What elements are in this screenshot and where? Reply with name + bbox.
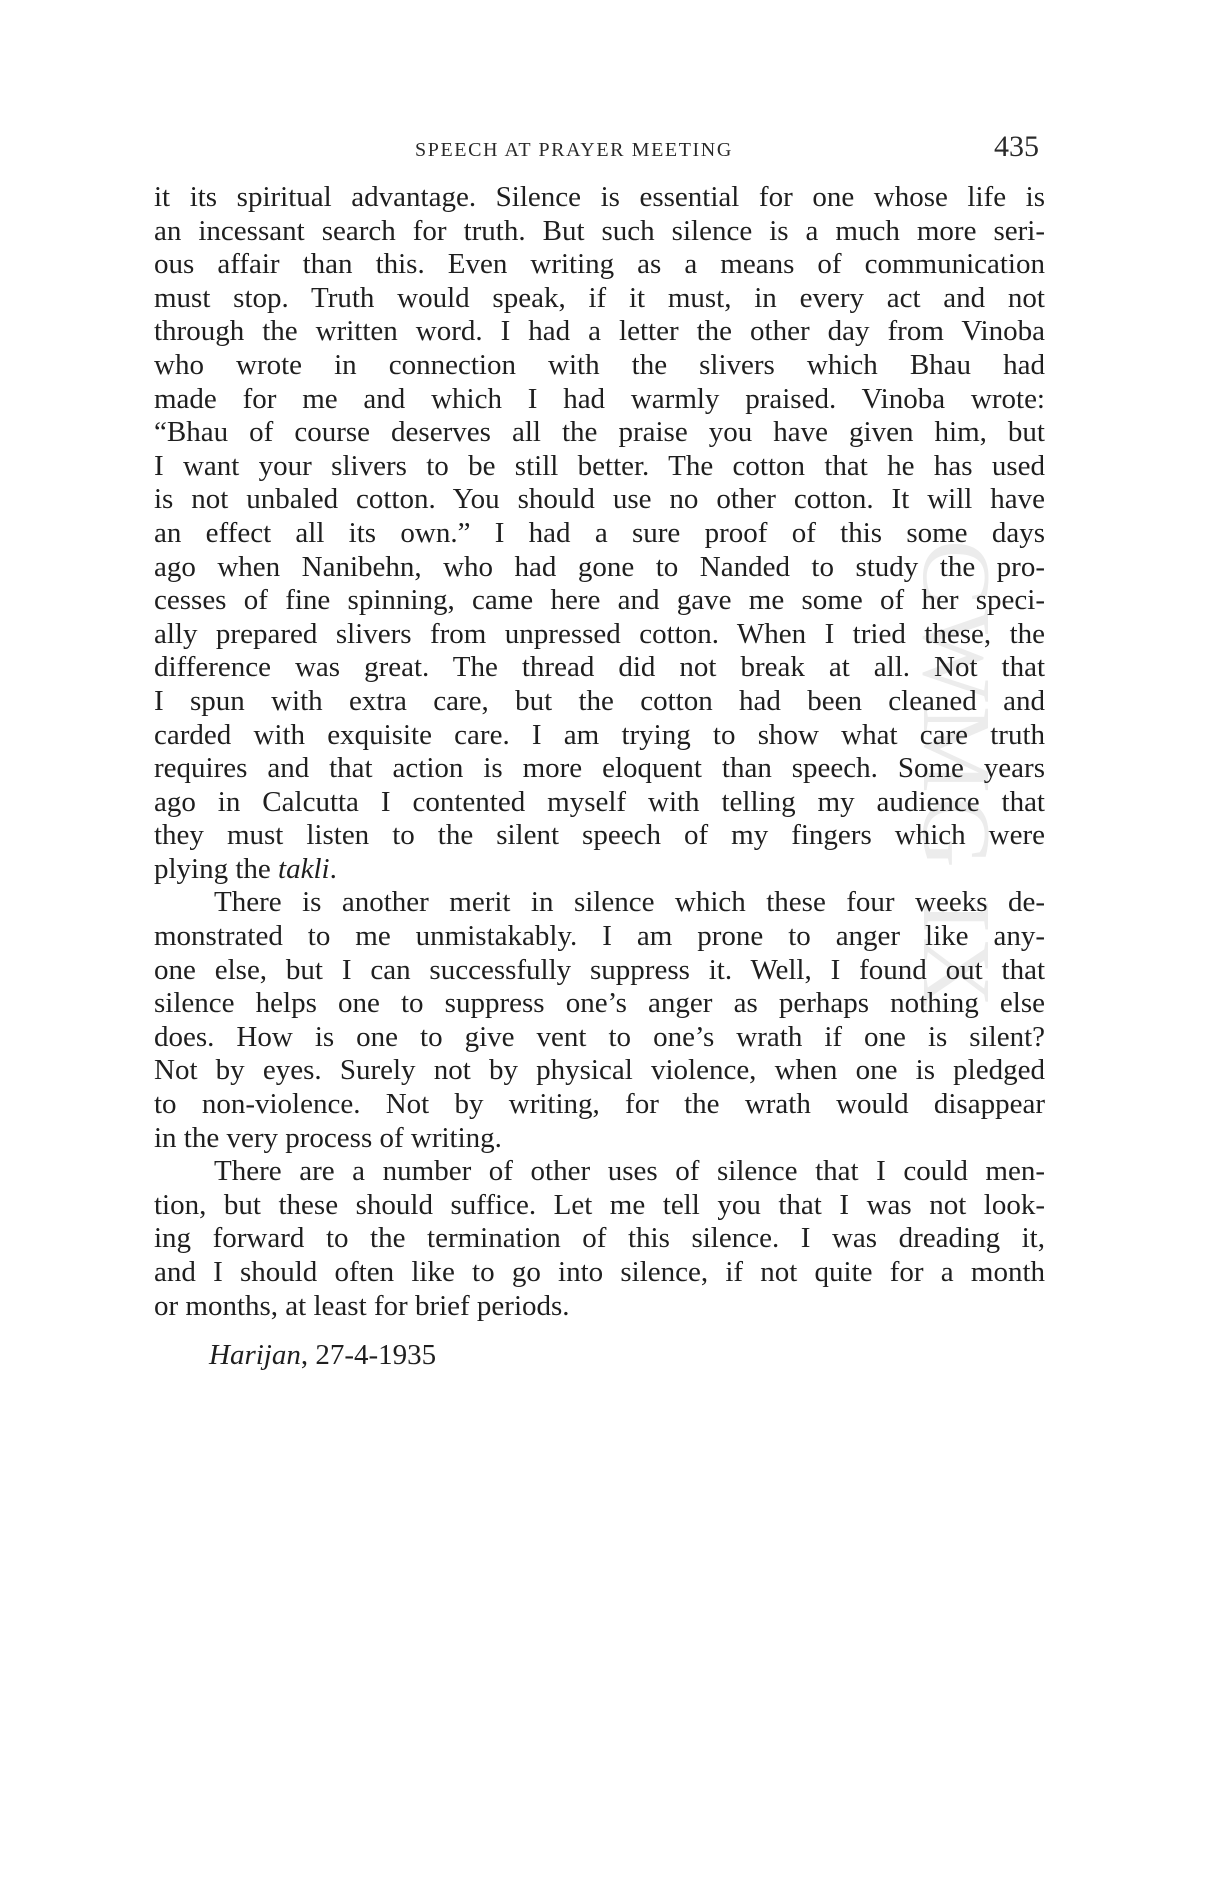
line-text: Not by eyes. Surely not by physical violence, when one is pledged [154,1054,1045,1087]
text-line [154,1054,1045,1088]
line-text: There is another merit in silence which these four weeks de- [214,886,1045,919]
line-text: “Bhau of course deserves all the praise you have given him, but [154,416,1045,449]
body-text [154,181,1045,1323]
line-text: I want your slivers to be still better. The cotton that he has used [154,449,1045,482]
line-text: monstrated to me unmistakably. I am prone to anger like any- [154,920,1045,953]
text-line [154,1290,1045,1324]
line-text: ally prepared slivers from unpressed cotton. When I tried these, the [154,617,1045,650]
source-date: 27-4-1935 [315,1339,437,1371]
text-line [154,618,1045,652]
running-title: SPEECH AT PRAYER MEETING [415,139,733,161]
text-line [154,1222,1045,1256]
text-line [154,483,1045,517]
line-text: There are a number of other uses of silence that I could men- [214,1155,1045,1188]
text-line [154,1256,1045,1290]
paragraph [154,886,1045,1155]
line-text: ago when Nanibehn, who had gone to Nanded to study the pro- [154,550,1045,583]
text-line [154,248,1045,282]
italic-term: takli [278,852,330,885]
text-line [154,1122,1045,1156]
line-text: is not unbaled cotton. You should use no other cotton. It will have [154,483,1045,516]
line-text: cesses of fine spinning, came here and gave me some of her speci- [154,584,1045,617]
line-text: difference was great. The thread did not break at all. Not that [154,651,1045,684]
text-line [154,551,1045,585]
text-line [154,752,1045,786]
text-line [154,1021,1045,1055]
line-text: does. How is one to give vent to one’s wrath if one is silent? [154,1020,1045,1053]
text-line [154,651,1045,685]
text-line [154,819,1045,853]
source-citation [209,1339,436,1372]
line-text: I spun with extra care, but the cotton had been cleaned and [154,684,1045,717]
line-text: tion, but these should suffice. Let me tell you that I was not look- [154,1188,1045,1221]
text-line [154,1189,1045,1223]
line-text: made for me and which I had warmly praised. Vinoba wrote: [154,382,1045,415]
text-line [154,786,1045,820]
line-text: must stop. Truth would speak, if it must, in every act and not [154,281,1045,314]
text-line [154,315,1045,349]
text-line [154,383,1045,417]
line-text: plying the [154,852,279,885]
line-text: they must listen to the silent speech of my fingers which were [154,819,1045,852]
text-line [154,920,1045,954]
line-text: or months, at least for brief periods. [154,1289,570,1322]
text-line [154,517,1045,551]
text-line [154,1088,1045,1122]
line-text: through the written word. I had a letter the other day from Vinoba [154,315,1045,348]
line-text: to non-violence. Not by writing, for the wrath would disappear [154,1088,1045,1121]
line-text: it its spiritual advantage. Silence is essential for one whose life is [154,181,1045,213]
watermark: CWMG IX [902,540,1010,1012]
text-line [154,987,1045,1021]
text-line [154,181,1045,215]
text-line [154,282,1045,316]
source-separator: , [300,1339,316,1371]
line-text: an effect all its own.” I had a sure proof of this some days [154,516,1045,549]
text-line [154,719,1045,753]
text-line [154,886,1045,920]
line-text: who wrote in connection with the slivers which Bhau had [154,348,1045,381]
line-text: requires and that action is more eloquent than speech. Some years [154,752,1045,785]
paragraph [154,1155,1045,1323]
text-line [154,853,1045,887]
text-line [154,450,1045,484]
line-text: silence helps one to suppress one’s anger as perhaps nothing else [154,987,1045,1020]
text-line [154,349,1045,383]
line-text: . [329,852,337,885]
line-text: carded with exquisite care. I am trying to show what care truth [154,718,1045,751]
text-line [154,215,1045,249]
page-number: 435 [994,130,1039,163]
line-text: in the very process of writing. [154,1121,502,1154]
text-line [154,685,1045,719]
text-line [154,1155,1045,1189]
text-line [154,416,1045,450]
line-text: ing forward to the termination of this silence. I was dreading it, [154,1222,1045,1255]
text-line [154,584,1045,618]
line-text: and I should often like to go into silence, if not quite for a month [154,1256,1045,1288]
source-publication: Harijan [209,1339,301,1371]
paragraph [154,181,1045,886]
line-text: one else, but I can successfully suppress it. Well, I found out that [154,953,1045,986]
line-text: ago in Calcutta I contented myself with telling my audience that [154,785,1045,818]
line-text: an incessant search for truth. But such silence is a much more seri- [154,214,1045,247]
text-line [154,954,1045,988]
line-text: ous affair than this. Even writing as a means of communication [154,248,1045,281]
